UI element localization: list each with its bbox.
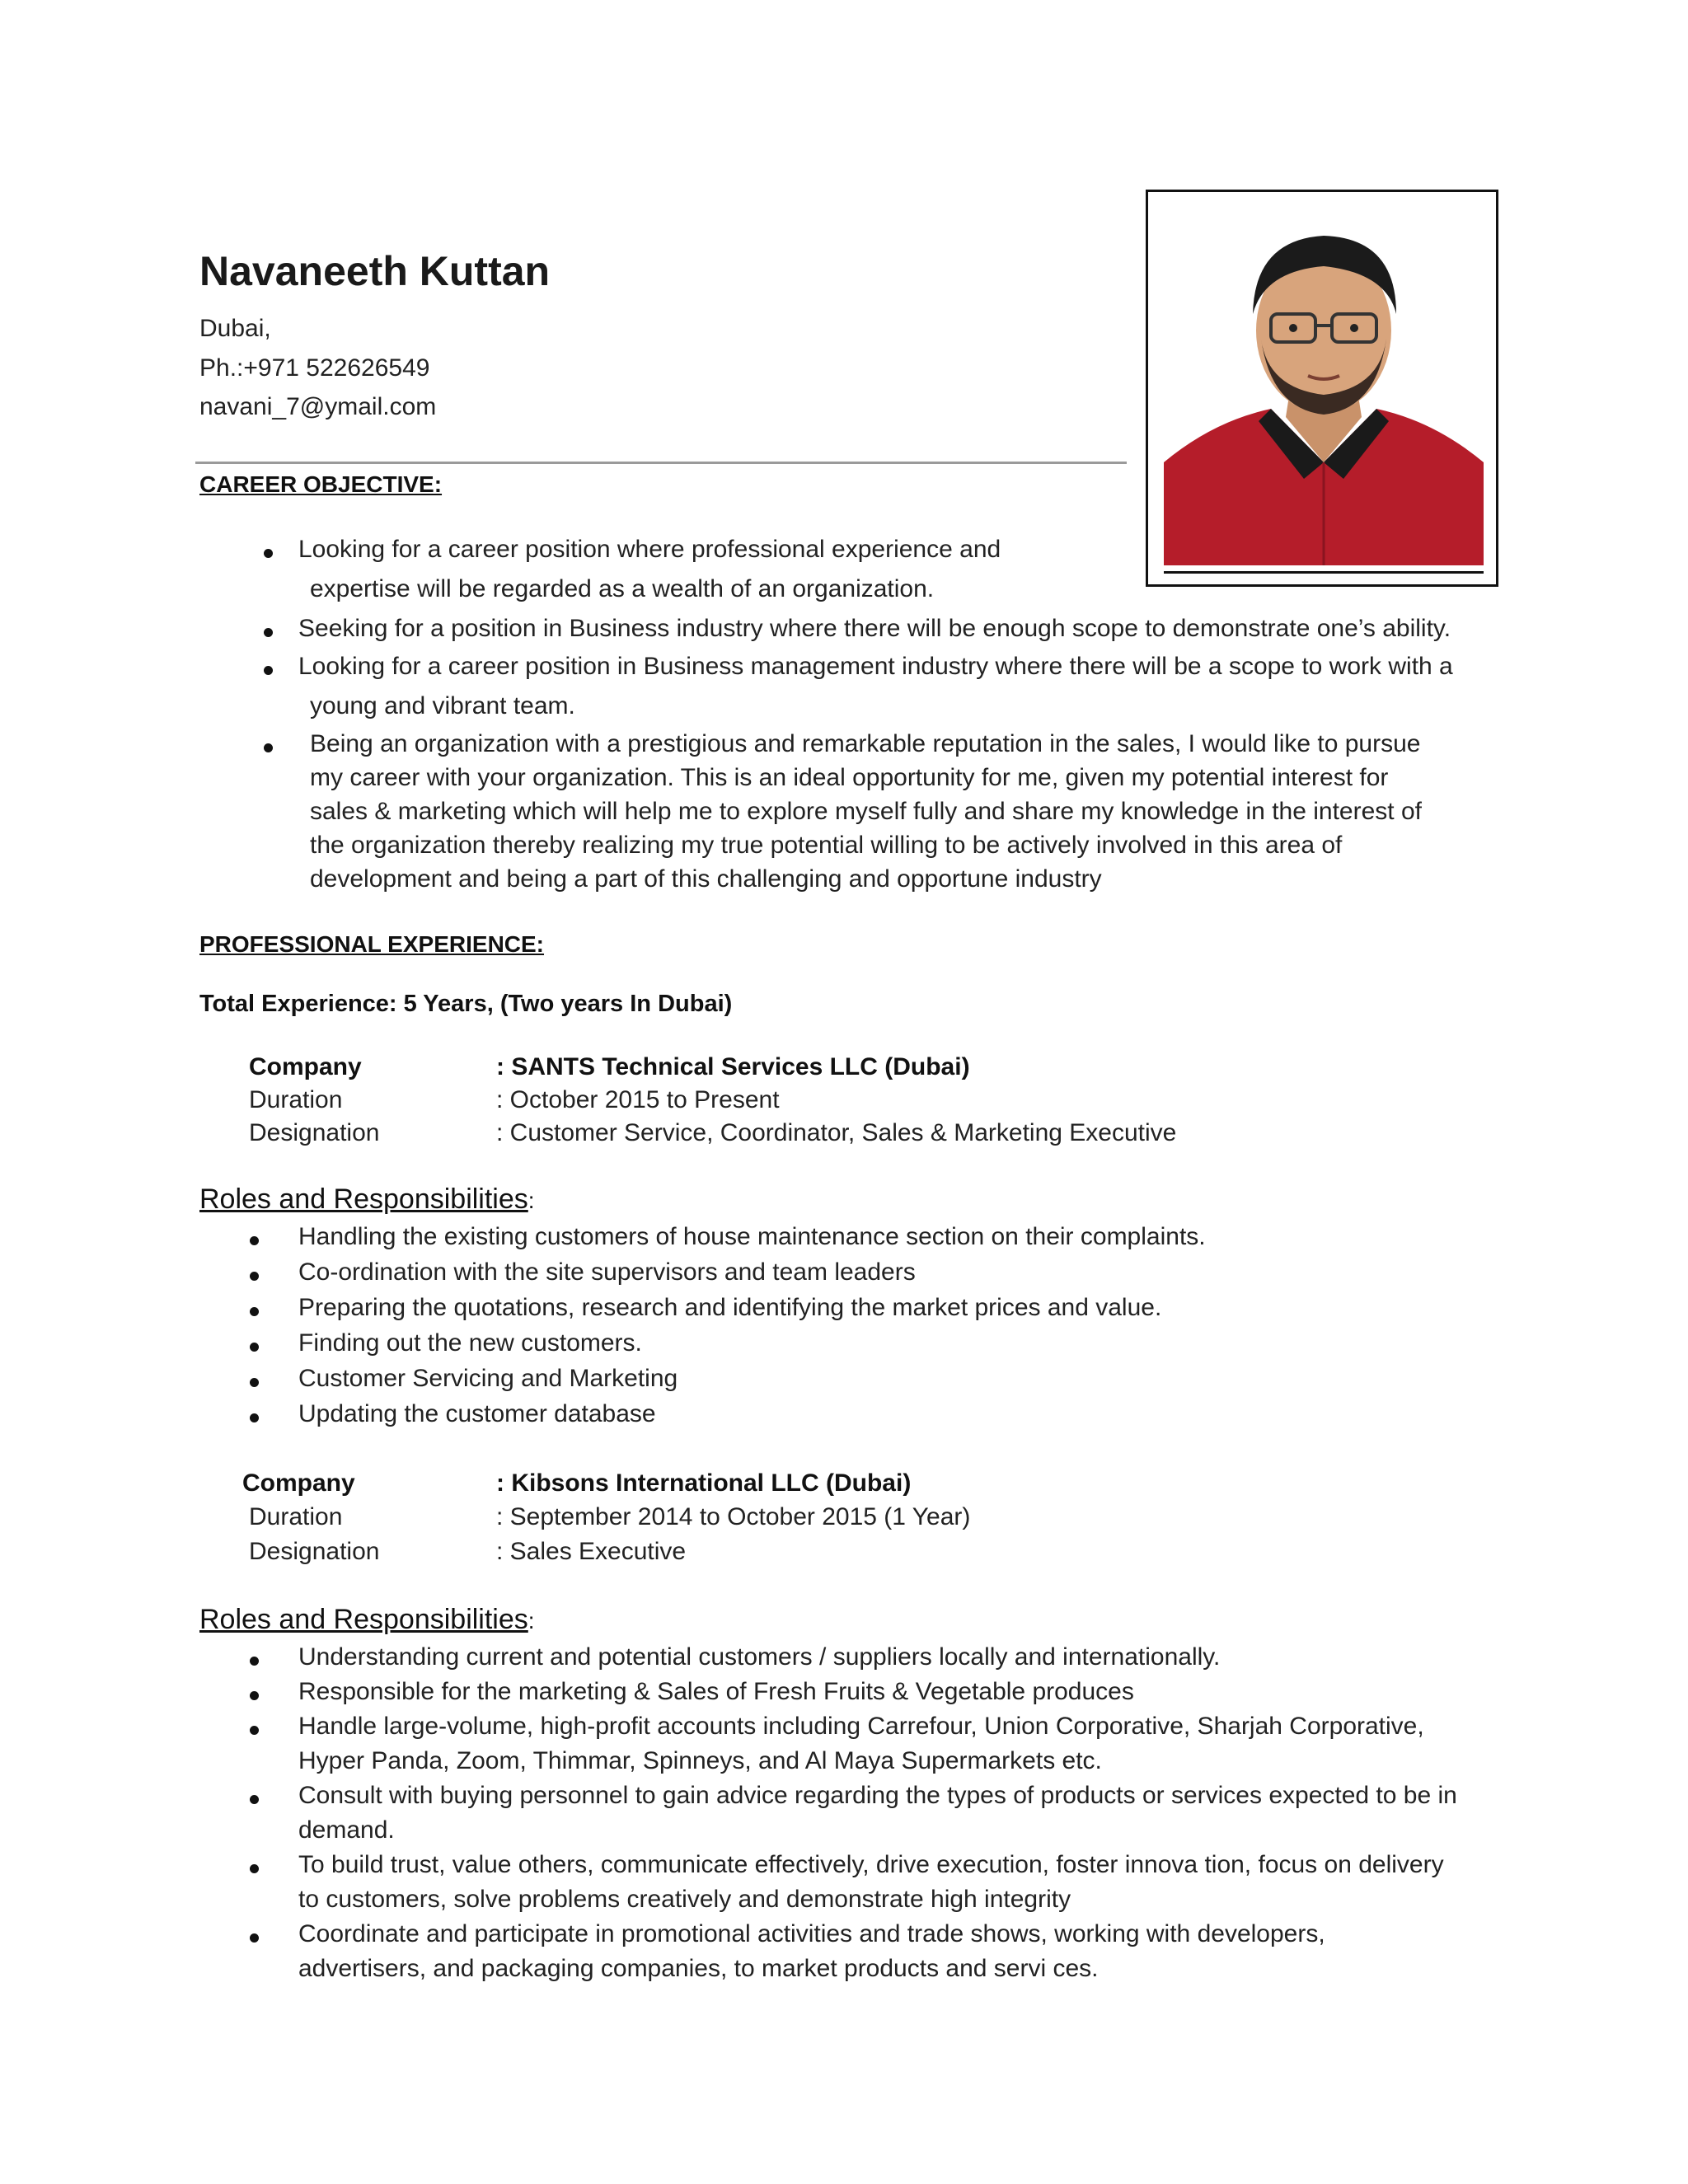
photo-underline [1164, 571, 1484, 574]
designation-value: : Customer Service, Coordinator, Sales & Marketing Executive [496, 1119, 1177, 1146]
role-item: Coordinate and participate in promotional activities and trade shows, working with developers, [298, 1920, 1325, 1947]
role-item: Finding out the new customers. [298, 1329, 642, 1357]
role-item: Co-ordination with the site supervisors and team leaders [298, 1258, 916, 1286]
roles-heading-colon: : [528, 1608, 535, 1633]
city: Dubai, [199, 315, 271, 342]
bullet-dot [250, 1691, 259, 1700]
profile-photo [1164, 215, 1484, 565]
role-item: Preparing the quotations, research and identifying the market prices and value. [298, 1294, 1162, 1321]
roles-heading-text: Roles and Responsibilities [199, 1183, 528, 1215]
header-divider [195, 462, 1127, 464]
bullet-dot [250, 1795, 259, 1804]
company-label: Company [249, 1053, 362, 1080]
roles-heading [199, 1604, 535, 1636]
bullet-dot [264, 743, 273, 752]
designation-label: Designation [249, 1119, 380, 1146]
bullet-dot [250, 1272, 259, 1281]
duration-value: : September 2014 to October 2015 (1 Year) [496, 1503, 971, 1530]
phone: Ph.:+971 522626549 [199, 354, 430, 382]
roles-heading [199, 1183, 535, 1216]
role-item: To build trust, value others, communicate effectively, drive execution, foster innova tion, focus on delivery [298, 1851, 1444, 1878]
roles-heading-text: Roles and Responsibilities [199, 1604, 528, 1635]
duration-label: Duration [249, 1503, 343, 1530]
role-item-continuation: to customers, solve problems creatively and demonstrate high integrity [298, 1886, 1071, 1913]
role-item: Consult with buying personnel to gain advice regarding the types of products or services expected to be in [298, 1782, 1457, 1809]
bullet-dot [250, 1726, 259, 1735]
company-value: : SANTS Technical Services LLC (Dubai) [496, 1053, 970, 1080]
profile-photo-frame [1146, 190, 1498, 587]
role-item: Customer Servicing and Marketing [298, 1365, 678, 1392]
professional-experience-heading: PROFESSIONAL EXPERIENCE: [199, 931, 545, 957]
roles-heading-colon: : [528, 1188, 535, 1213]
bullet-dot [264, 666, 273, 675]
bullet-dot [250, 1864, 259, 1873]
role-item: Handle large-volume, high-profit accounts including Carrefour, Union Corporative, Sharjah Corporative, [298, 1713, 1424, 1740]
role-item: Updating the customer database [298, 1400, 656, 1427]
objective-line: Seeking for a position in Business industry where there will be enough scope to demonstrate one’s ability. [298, 615, 1451, 642]
total-experience: Total Experience: 5 Years, (Two years In Dubai) [199, 991, 733, 1017]
bullet-dot [264, 628, 273, 637]
company-label: Company [242, 1469, 355, 1497]
objective-line: Looking for a career position in Business management industry where there will be a scope to work with a [298, 653, 1453, 680]
email: navani_7@ymail.com [199, 393, 437, 420]
duration-value: : October 2015 to Present [496, 1086, 780, 1113]
bullet-dot [250, 1413, 259, 1422]
bullet-dot [250, 1378, 259, 1387]
objective-line: the organization thereby realizing my true potential willing to be actively involved in this area of [310, 832, 1343, 859]
role-item-continuation: Hyper Panda, Zoom, Thimmar, Spinneys, and Al Maya Supermarkets etc. [298, 1747, 1102, 1774]
bullet-dot [250, 1657, 259, 1666]
objective-line: Being an organization with a prestigious and remarkable reputation in the sales, I would like to pursue [310, 730, 1421, 757]
role-item: Handling the existing customers of house maintenance section on their complaints. [298, 1223, 1206, 1250]
duration-label: Duration [249, 1086, 343, 1113]
objective-line: Looking for a career position where professional experience and [298, 536, 1001, 563]
company-value: : Kibsons International LLC (Dubai) [496, 1469, 912, 1497]
role-item-continuation: demand. [298, 1816, 395, 1844]
objective-line: my career with your organization. This is an ideal opportunity for me, given my potential interest for [310, 764, 1389, 791]
bullet-dot [264, 549, 273, 558]
objective-line: development and being a part of this challenging and opportune industry [310, 865, 1102, 893]
bullet-dot [250, 1933, 259, 1943]
objective-line: sales & marketing which will help me to explore myself fully and share my knowledge in the interest of [310, 798, 1422, 825]
role-item-continuation: advertisers, and packaging companies, to market products and servi ces. [298, 1955, 1099, 1982]
objective-line: young and vibrant team. [310, 692, 575, 719]
bullet-dot [250, 1236, 259, 1245]
role-item: Understanding current and potential customers / suppliers locally and internationally. [298, 1643, 1221, 1671]
bullet-dot [250, 1307, 259, 1316]
objective-line: expertise will be regarded as a wealth of an organization. [310, 575, 935, 602]
role-item: Responsible for the marketing & Sales of Fresh Fruits & Vegetable produces [298, 1678, 1134, 1705]
career-objective-heading: CAREER OBJECTIVE: [199, 471, 443, 497]
bullet-dot [250, 1343, 259, 1352]
designation-label: Designation [249, 1538, 380, 1565]
candidate-name: Navaneeth Kuttan [199, 248, 551, 294]
designation-value: : Sales Executive [496, 1538, 687, 1565]
